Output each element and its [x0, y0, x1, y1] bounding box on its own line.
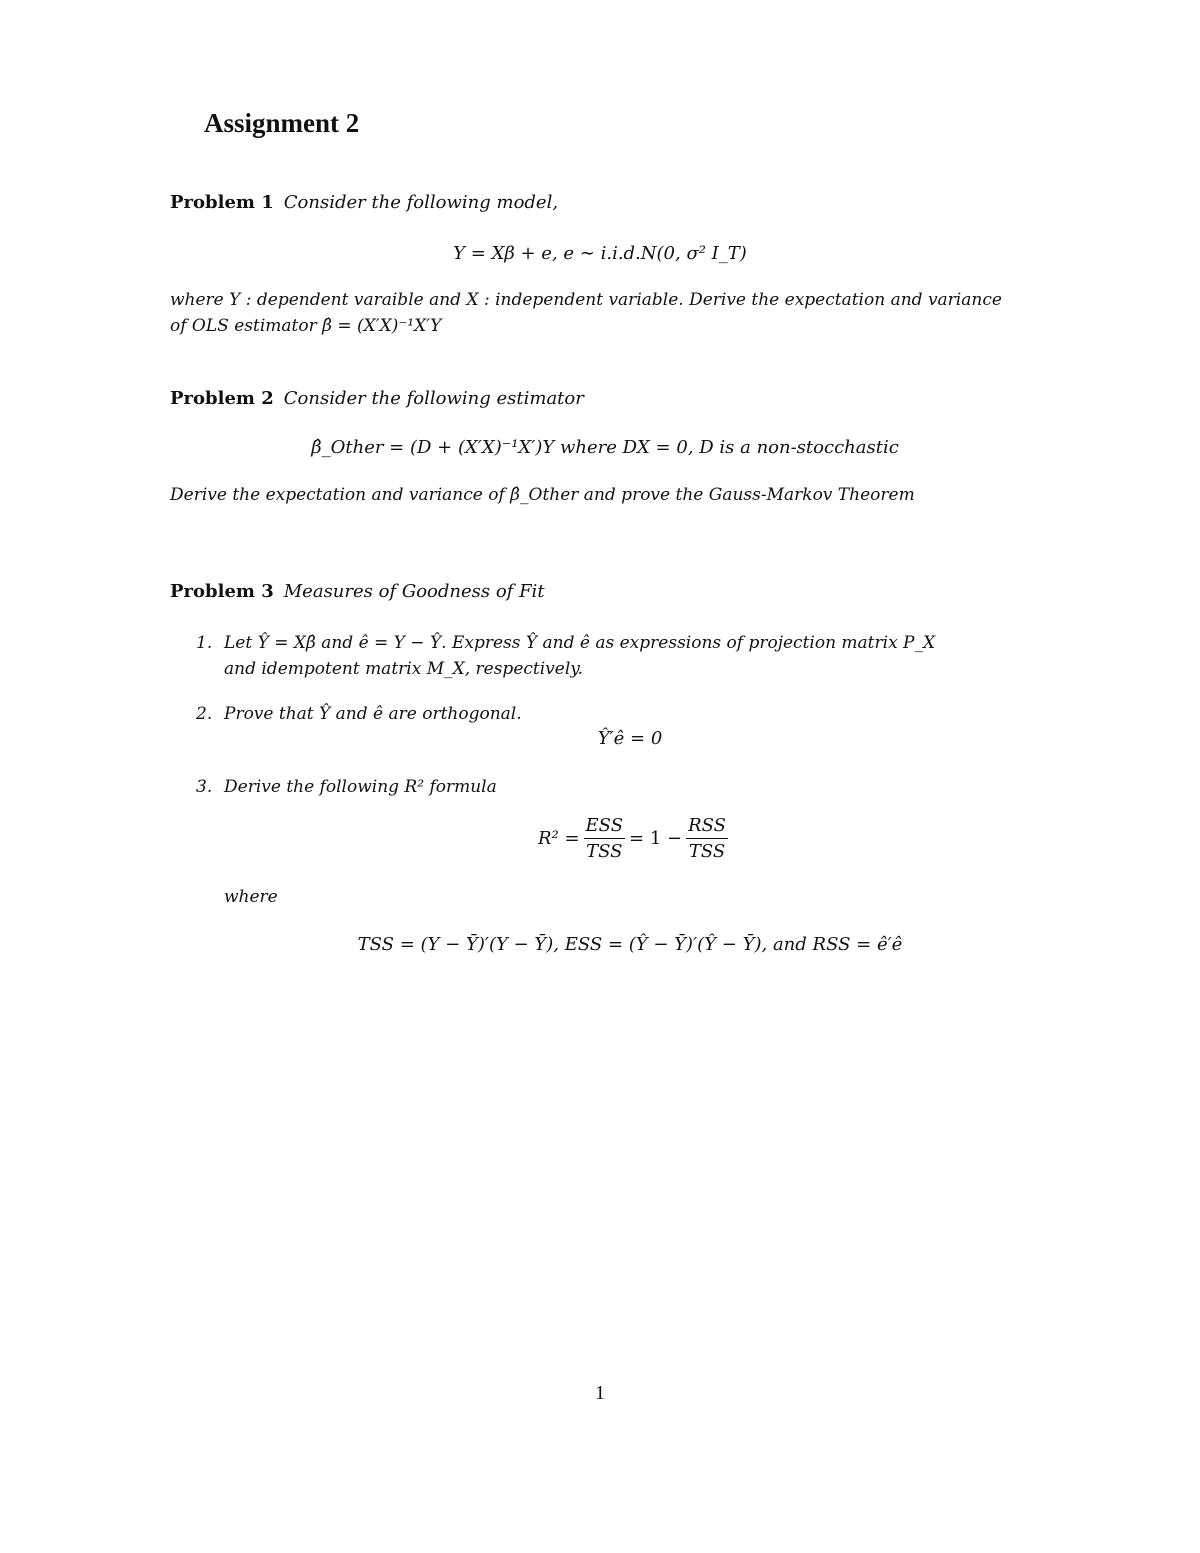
problem-2-heading: [170, 388, 584, 409]
list-item-2-text: Prove that Ŷ and ê are orthogonal.: [224, 704, 522, 724]
one-minus: = 1 −: [629, 828, 683, 849]
problem-3-label: Problem 3: [170, 581, 274, 602]
problem-1-equation: Y = Xβ + e, e ∼ i.i.d.N(0, σ² I_T): [453, 243, 747, 264]
final-equation: TSS = (Y − Ȳ)′(Y − Ȳ), ESS = (Ŷ − Ȳ)′(Ŷ − Ȳ), and RSS = ê′ê: [357, 934, 903, 955]
list-item-3-text: Derive the following R² formula: [224, 777, 497, 797]
list-item-1-number: 1.: [196, 633, 213, 653]
problem-1-heading: [170, 192, 558, 213]
list-item-1-text: Let Ŷ = Xβ̂ and ê = Y − Ŷ. Express Ŷ and ê as expressions of projection matrix P_X: [224, 633, 936, 653]
rss-over-tss-fraction: [686, 815, 728, 862]
list-item-2-number: 2.: [196, 704, 213, 724]
list-item-2-line-1: [196, 704, 522, 724]
problem-2-text: Derive the expectation and variance of β̂_Other and prove the Gauss-Markov Theorem: [170, 485, 915, 505]
rss-numerator: RSS: [686, 815, 728, 839]
list-item-3-number: 3.: [196, 777, 213, 797]
where-label: where: [224, 887, 278, 907]
problem-1-intro: Consider the following model,: [283, 192, 559, 213]
list-item-1-line-2: and idempotent matrix M_X, respectively.: [224, 659, 584, 679]
ess-over-tss-fraction: [584, 815, 626, 862]
page-number: 1: [595, 1382, 605, 1404]
list-item-3-line-1: [196, 777, 497, 797]
ess-numerator: ESS: [584, 815, 626, 839]
r2-formula: [490, 815, 780, 862]
problem-3-heading: [170, 581, 545, 602]
list-item-2-equation: Ŷ′ê = 0: [597, 728, 663, 749]
problem-1-label: Problem 1: [170, 192, 274, 213]
problem-1-text-line-1: where Y : dependent varaible and X : independent variable. Derive the expectation and variance: [170, 290, 1002, 310]
tss-denominator: TSS: [586, 841, 623, 862]
problem-2-label: Problem 2: [170, 388, 274, 409]
page-title: Assignment 2: [204, 108, 360, 138]
tss-denominator-2: TSS: [688, 841, 726, 862]
problem-2-equation: β̂_Other = (D + (X′X)⁻¹X′)Y where DX = 0, D is a non-stocchastic: [311, 437, 899, 458]
problem-1-text-line-2: of OLS estimator β̂ = (X′X)⁻¹X′Y: [170, 316, 442, 336]
problem-3-intro: Measures of Goodness of Fit: [283, 581, 545, 602]
list-item-1-line-1: [196, 633, 935, 653]
problem-2-intro: Consider the following estimator: [283, 388, 584, 409]
r2-lhs: R² =: [537, 828, 580, 849]
